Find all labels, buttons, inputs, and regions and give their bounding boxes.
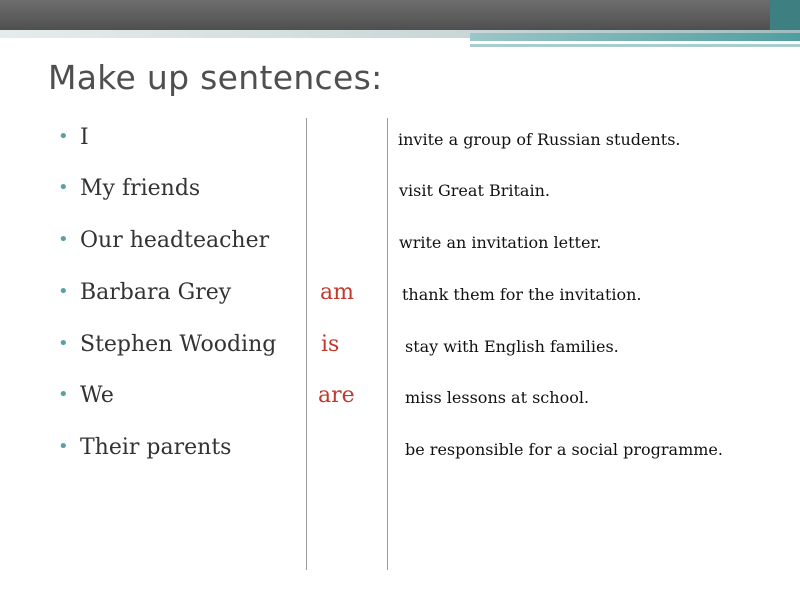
- top-banner-thin-line: [470, 44, 800, 47]
- subject-item: [58, 435, 231, 460]
- subject-text: We: [80, 383, 114, 408]
- subject-text: I: [80, 125, 89, 150]
- phrase-item: thank them for the invitation.: [402, 285, 642, 304]
- subject-item: [58, 125, 89, 150]
- top-banner-accent: [770, 0, 800, 30]
- bullet-icon: •: [58, 229, 69, 250]
- subject-item: [58, 383, 114, 408]
- phrase-item: miss lessons at school.: [405, 388, 590, 407]
- bullet-icon: •: [58, 126, 69, 147]
- phrase-item: stay with English families.: [405, 337, 619, 356]
- subject-text: Stephen Wooding: [80, 332, 277, 357]
- phrase-item: write an invitation letter.: [399, 233, 602, 252]
- phrase-item: visit Great Britain.: [399, 181, 550, 200]
- subject-item: [58, 332, 276, 357]
- top-banner-teal: [470, 33, 800, 41]
- subject-item: [58, 228, 269, 253]
- slide-title: Make up sentences:: [48, 58, 383, 97]
- subject-text: Our headteacher: [80, 228, 270, 253]
- bullet-icon: •: [58, 436, 69, 457]
- verb-are: are: [318, 383, 355, 408]
- column-divider-left: [306, 118, 307, 570]
- subject-text: Barbara Grey: [80, 280, 232, 305]
- bullet-icon: •: [58, 281, 69, 302]
- phrase-item: be responsible for a social programme.: [405, 440, 723, 459]
- column-divider-right: [387, 118, 388, 570]
- phrase-item: invite a group of Russian students.: [398, 130, 681, 149]
- top-banner-dark: [0, 0, 800, 30]
- verb-is: is: [321, 332, 340, 357]
- subject-item: [58, 176, 200, 201]
- bullet-icon: •: [58, 384, 69, 405]
- bullet-icon: •: [58, 177, 69, 198]
- subject-item: [58, 280, 231, 305]
- verb-am: am: [320, 280, 354, 305]
- subject-text: My friends: [80, 176, 201, 201]
- bullet-icon: •: [58, 333, 69, 354]
- subject-text: Their parents: [80, 435, 232, 460]
